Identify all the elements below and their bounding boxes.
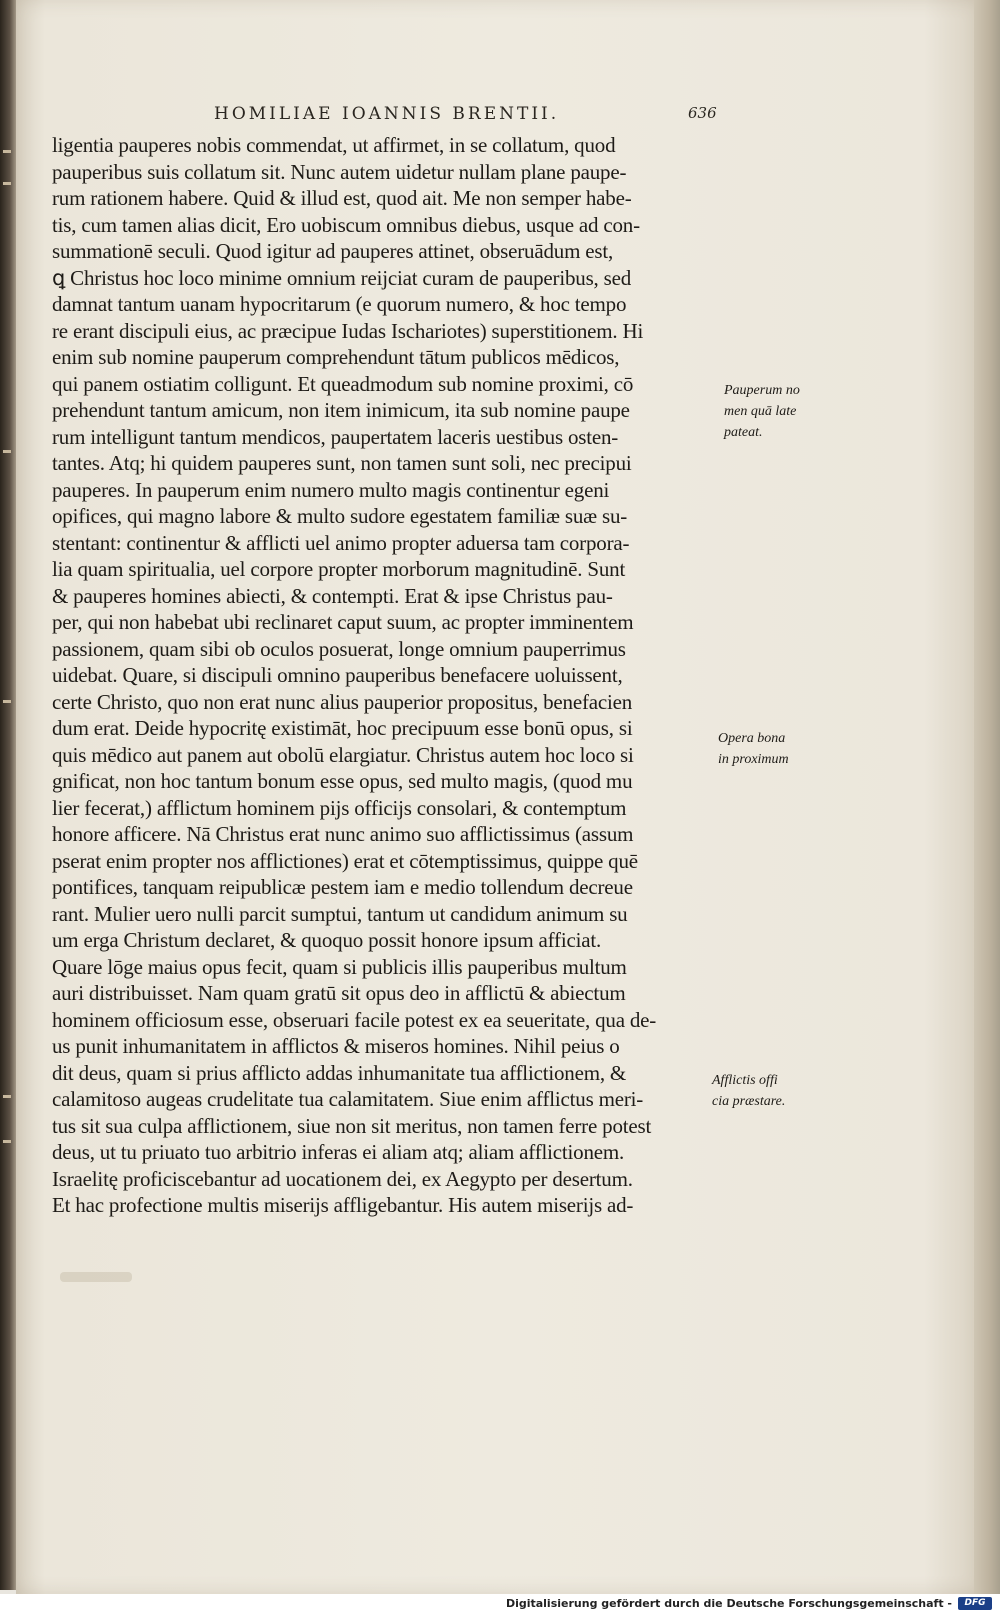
text-line: Et hac profectione multis miserijs affligebantur. His autem miserijs ad-	[52, 1193, 634, 1217]
marginal-note-line: men quā late	[724, 404, 797, 419]
text-line: hominem officiosum esse, obseruari facile potest ex ea seueritate, qua de-	[52, 1007, 657, 1032]
text-line: gnificat, non hoc tantum bonum esse opus, sed multo magis, (quod mu	[52, 769, 633, 793]
marginal-note-line: pateat.	[724, 425, 763, 440]
binding-stitch	[3, 182, 11, 185]
text-line: passionem, quam sibi ob oculos posuerat, longe omnium pauperrimus	[52, 636, 626, 661]
ink-smudge	[60, 1272, 132, 1282]
text-line: ligentia pauperes nobis commendat, ut affirmet, in se collatum, quod	[52, 133, 616, 157]
text-line: tantes. Atq; hi quidem pauperes sunt, non tamen sunt soli, nec precipui	[52, 451, 632, 475]
binding-stitch	[3, 450, 11, 453]
text-line: um erga Christum declaret, & quoquo possit honore ipsum afficiat.	[52, 928, 602, 952]
text-line: rant. Mulier uero nulli parcit sumptui, tantum ut candidum animum su	[52, 901, 628, 926]
text-line: certe Christo, quo non erat nunc alius pauperior propositus, benefacien	[52, 689, 633, 714]
text-line: rum intelligunt tantum mendicos, paupertatem laceris uestibus osten-	[52, 424, 619, 449]
text-line: Israelitę proficiscebantur ad uocationem dei, ex Aegypto per desertum.	[52, 1166, 633, 1191]
binding-stitch	[3, 700, 11, 703]
text-line: us punit inhumanitatem in afflictos & miseros homines. Nihil peius o	[52, 1034, 620, 1058]
text-line: qui panem ostiatim colligunt. Et queadmodum sub nomine proximi, cō	[52, 371, 634, 396]
text-line: deus, ut tu priuato tuo arbitrio inferas ei aliam atq; aliam afflictionem.	[52, 1140, 625, 1164]
text-line: uidebat. Quare, si discipuli omnino pauperibus benefacere uoluissent,	[52, 663, 623, 687]
text-line: stentant: continentur & afflicti uel animo propter aduersa tam corpora-	[52, 530, 630, 555]
text-line: damnat tantum uanam hypocritarum (e quorum numero, & hoc tempo	[52, 292, 627, 316]
text-line: dum erat. Deide hypocritę existimāt, hoc precipuum esse bonū opus, si	[52, 716, 633, 740]
main-text-block	[52, 132, 742, 1219]
binding-stitch	[3, 1140, 11, 1143]
text-line: tis, cum tamen alias dicit, Ero uobiscum omnibus diebus, usque ad con-	[52, 212, 640, 237]
text-line: honore afficere. Nā Christus erat nunc animo suo afflictissimus (assum	[52, 822, 634, 846]
marginal-note	[718, 728, 789, 770]
digitization-credit: Digitalisierung gefördert durch die Deutsche Forschungsgemeinschaft -	[505, 1597, 952, 1610]
text-line: enim sub nomine pauperum comprehendunt tātum publicos mēdicos,	[52, 345, 620, 369]
text-line: auri distribuisset. Nam quam gratū sit opus deo in afflictū & abiectum	[52, 981, 626, 1005]
book-page	[16, 0, 982, 1594]
binding-stitch	[3, 150, 11, 153]
text-line: dit deus, quam si prius afflicto addas inhumanitate tua afflictionem, &	[52, 1060, 627, 1085]
text-line: per, qui non habebat ubi reclinaret caput suum, ac propter imminentem	[52, 610, 634, 634]
text-line: quis mēdico aut panem aut obolū elargiatur. Christus autem hoc loco si	[52, 742, 634, 767]
text-line: re erant discipuli eius, ac præcipue Iudas Ischariotes) superstitionem. Hi	[52, 318, 644, 343]
marginal-note-line: Opera bona	[718, 731, 786, 746]
marginal-note-line: cia præstare.	[712, 1094, 786, 1109]
text-line: lia quam spiritualia, uel corpore propter morborum magnitudinē. Sunt	[52, 557, 626, 581]
text-line: tus sit sua culpa afflictionem, siue non sit meritus, non tamen ferre potest	[52, 1113, 652, 1138]
marginal-note-line: Afflictis offi	[712, 1073, 778, 1088]
marginal-note	[712, 1070, 785, 1112]
text-line: prehendunt tantum amicum, non item inimicum, ita sub nomine paupe	[52, 398, 630, 422]
marginal-note-line: in proximum	[718, 752, 789, 767]
binding-stitch	[3, 1095, 11, 1098]
text-line: pontifices, tanquam reipublicæ pestem iam e medio tollendum decreue	[52, 875, 633, 899]
text-line: ꝗ Christus hoc loco minime omnium reijciat curam de pauperibus, sed	[52, 265, 632, 290]
text-line: calamitoso augeas crudelitate tua calamitatem. Siue enim afflictus meri-	[52, 1087, 644, 1111]
text-line: lier fecerat,) afflictum hominem pijs officijs consolari, & contemptum	[52, 795, 627, 820]
text-line: pserat enim propter nos afflictiones) erat et cōtemptissimus, quippe quē	[52, 848, 638, 873]
text-line: & pauperes homines abiecti, & contempti. Erat & ipse Christus pau-	[52, 583, 613, 608]
page-stack-edge	[974, 0, 1000, 1594]
text-line: summationē seculi. Quod igitur ad pauperes attinet, obseruādum est,	[52, 239, 614, 263]
dfg-logo: DFG	[958, 1597, 992, 1610]
folio-number: 636	[688, 104, 717, 122]
text-line: pauperes. In pauperum enim numero multo magis continentur egeni	[52, 477, 610, 502]
marginal-note-line: Pauperum no	[724, 383, 800, 398]
running-head: HOMILIAE IOANNIS BRENTII.	[214, 104, 560, 124]
text-line: Quare lōge maius opus fecit, quam si publicis illis pauperibus multum	[52, 954, 627, 979]
text-line: opifices, qui magno labore & multo sudore egestatem familiæ suæ su-	[52, 504, 628, 528]
text-line: rum rationem habere. Quid & illud est, quod ait. Me non semper habe-	[52, 186, 632, 210]
text-line: pauperibus suis collatum sit. Nunc autem uidetur nullam plane paupe-	[52, 159, 627, 184]
page-header	[16, 104, 982, 134]
marginal-note	[724, 380, 800, 443]
